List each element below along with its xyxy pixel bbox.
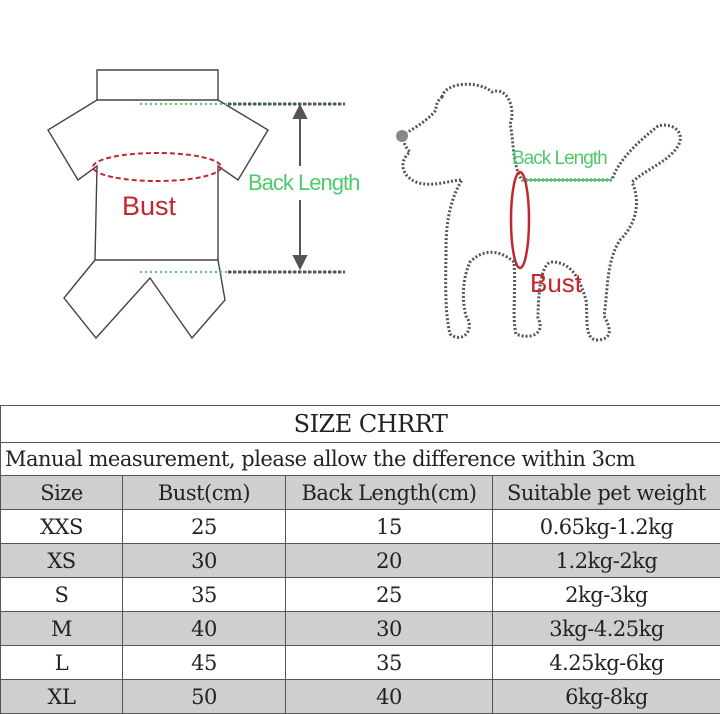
- cell-back-length: 40: [286, 680, 493, 714]
- dog-nose-icon: [396, 130, 408, 142]
- cell-size: XXS: [1, 510, 123, 544]
- cell-weight: 0.65kg-1.2kg: [493, 510, 720, 544]
- cell-bust: 25: [123, 510, 286, 544]
- header-bust: Bust(cm): [123, 476, 286, 510]
- dog-outline: [403, 84, 680, 340]
- dog-back-length-label: Back Length: [512, 148, 607, 169]
- table-row: [1, 544, 720, 578]
- table-note: Manual measurement, please allow the difference within 3cm: [1, 443, 720, 476]
- cell-bust: 50: [123, 680, 286, 714]
- cell-bust: 35: [123, 578, 286, 612]
- size-chart-table: [0, 405, 720, 714]
- header-back-length: Back Length(cm): [286, 476, 493, 510]
- cell-back-length: 30: [286, 612, 493, 646]
- cell-bust: 30: [123, 544, 286, 578]
- cell-weight: 1.2kg-2kg: [493, 544, 720, 578]
- cell-size: L: [1, 646, 123, 680]
- cell-size: XS: [1, 544, 123, 578]
- cell-size: XL: [1, 680, 123, 714]
- dog-bust-label: Bust: [530, 268, 583, 298]
- table-row: [1, 612, 720, 646]
- table-row: [1, 510, 720, 544]
- garment-bust-label: Bust: [122, 191, 177, 221]
- cell-back-length: 20: [286, 544, 493, 578]
- garment-back-length-label: Back Length: [248, 170, 359, 195]
- table-note-row: [1, 443, 720, 476]
- table-row: [1, 578, 720, 612]
- cell-weight: 6kg-8kg: [493, 680, 720, 714]
- garment-collar: [97, 70, 218, 100]
- cell-size: S: [1, 578, 123, 612]
- table-row: [1, 680, 720, 714]
- cell-weight: 2kg-3kg: [493, 578, 720, 612]
- cell-back-length: 35: [286, 646, 493, 680]
- cell-back-length: 15: [286, 510, 493, 544]
- garment-bust-line: [93, 153, 221, 181]
- cell-bust: 40: [123, 612, 286, 646]
- table-title: SIZE CHRRT: [1, 406, 720, 443]
- cell-weight: 4.25kg-6kg: [493, 646, 720, 680]
- dog-bust-ring: [511, 172, 529, 268]
- table-header-row: [1, 476, 720, 510]
- header-pet-weight: Suitable pet weight: [493, 476, 720, 510]
- table-title-row: [1, 406, 720, 443]
- table-row: [1, 646, 720, 680]
- cell-weight: 3kg-4.25kg: [493, 612, 720, 646]
- cell-back-length: 25: [286, 578, 493, 612]
- cell-size: M: [1, 612, 123, 646]
- header-size: Size: [1, 476, 123, 510]
- cell-bust: 45: [123, 646, 286, 680]
